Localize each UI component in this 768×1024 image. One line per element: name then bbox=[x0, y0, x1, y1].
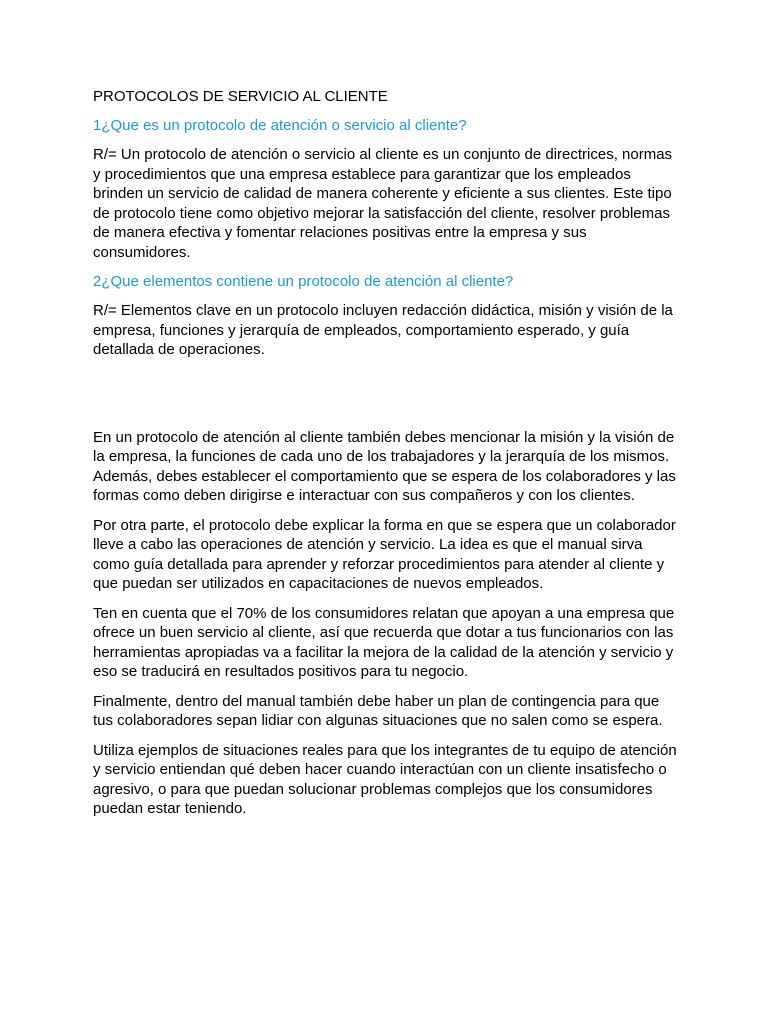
body-paragraph-1: En un protocolo de atención al cliente también debes mencionar la misión y la visión de la empresa, la funciones de cada uno de los trabajadores y la jerarquía de los mismos. Además, debes establecer el comportamiento que se espera de los colaboradores y las formas como deben dirigirse e interactuar con sus compañeros y con los clientes. bbox=[93, 428, 676, 504]
body-paragraph-5: Utiliza ejemplos de situaciones reales para que los integrantes de tu equipo de atención y servicio entiendan qué deben hacer cuando interactúan con un cliente insatisfecho o agresivo, o para que puedan solucionar problemas complejos que los consumidores puedan estar teniendo. bbox=[93, 741, 677, 817]
question-2-heading: 2¿Que elementos contiene un protocolo de atención al cliente? bbox=[93, 273, 514, 290]
blank-space bbox=[93, 370, 683, 428]
question-1-heading: 1¿Que es un protocolo de atención o servicio al cliente? bbox=[93, 117, 467, 134]
answer-2-paragraph: R/= Elementos clave en un protocolo incluyen redacción didáctica, misión y visión de la empresa, funciones y jerarquía de empleados, comportamiento esperado, y guía detallada de operaciones. bbox=[93, 302, 673, 358]
answer-1-paragraph: R/= Un protocolo de atención o servicio al cliente es un conjunto de directrices, normas y procedimientos que una empresa establece para garantizar que los empleados brinden un servicio de calidad de manera coherente y eficiente a sus clientes. Este tipo de protocolo tiene como objetivo mejorar la satisfacción del cliente, resolver problemas de manera efectiva y fomentar relaciones positivas entre la empresa y sus consumidores. bbox=[93, 146, 673, 261]
body-paragraph-3: Ten en cuenta que el 70% de los consumidores relatan que apoyan a una empresa que ofrece un buen servicio al cliente, así que recuerda que dotar a tus funcionarios con las herramientas apropiadas va a facilitar la mejora de la calidad de la atención y servicio y eso se traducirá en resultados positivos para tu negocio. bbox=[93, 604, 675, 680]
body-paragraph-4: Finalmente, dentro del manual también debe haber un plan de contingencia para que tus colaboradores sepan lidiar con algunas situaciones que no salen como se espera. bbox=[93, 692, 663, 729]
body-paragraph-2: Por otra parte, el protocolo debe explicar la forma en que se espera que un colaborador lleve a cabo las operaciones de atención y servicio. La idea es que el manual sirva como guía detallada para aprender y reforzar procedimientos para atender al cliente y que puedan ser utilizados en capacitaciones de nuevos empleados. bbox=[93, 516, 676, 592]
document-title: PROTOCOLOS DE SERVICIO AL CLIENTE bbox=[93, 88, 388, 105]
document-page bbox=[93, 87, 683, 829]
